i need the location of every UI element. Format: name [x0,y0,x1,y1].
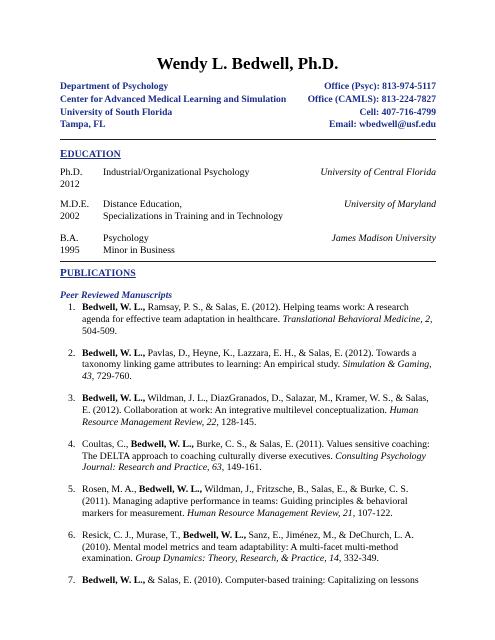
publication-item: 4. Coultas, C., Bedwell, W. L., Burke, C. S., & Salas, E. (2011). Values sensitive coaching: The DELTA approach to coaching culturally diverse executives. Consulting Psychology Journal: Research and Practice, 63, 149-161. [68,438,430,474]
education-heading: EDUCATION [60,148,121,160]
field: Industrial/Organizational Psychology [103,167,250,178]
publications-heading: PUBLICATIONS [60,267,136,279]
contact-right: Office (CAMLS): 813-224-7827 [307,93,436,105]
school: University of Maryland [344,199,436,210]
publication-item: 1. Bedwell, W. L., Ramsay, P. S., & Salas, E. (2012). Helping teams work: A research agenda for effective team adaptation in healthcare. Translational Behavioral Medicine, 2, 504-509. [68,302,433,337]
contact-block [60,81,436,132]
contact-left: University of South Florida [60,106,173,118]
page-title: Wendy L. Bedwell, Ph.D. [156,54,339,73]
school: University of Central Florida [320,167,436,178]
contact-row [60,119,436,132]
field-detail: Minor in Business [103,245,175,256]
publication-item: 2. Bedwell, W. L., Pavlas, D., Heyne, K., Lazzara, E. H., & Salas, E. (2012). Towards a taxonomy linking game attributes to learning: An empirical study. Simulation & Gaming, 43, 729-760. [68,347,432,383]
field-detail: Specializations in Training and in Technology [103,211,284,222]
contact-row [60,81,436,94]
field: Psychology [103,233,149,244]
divider [60,139,436,140]
publication-item: 3. Bedwell, W. L., Wildman, J. L., DiazGranados, D., Salazar, M., Kramer, W. S., & Salas, E. (2012). Collaboration at work: An integrative multilevel conceptualization. Human Resource Management Review, 22, 128-145. [68,393,429,428]
year: 2002 [60,211,80,222]
contact-row [60,94,436,107]
year: 2012 [60,179,80,190]
field: Distance Education, [103,199,182,210]
contact-left: Center for Advanced Medical Learning and Simulation [60,93,287,105]
school: James Madison University [331,233,436,244]
contact-row [60,107,436,120]
publication-item: 7. Bedwell, W. L., & Salas, E. (2010). Computer-based training: Capitalizing on lessons [68,575,419,587]
contact-right: Email: wbedwell@usf.edu [328,119,436,131]
degree: M.D.E. [60,199,90,210]
publication-item: 6. Resick, C. J., Murase, T., Bedwell, W. L., Sanz, E., Jiménez, M., & DeChurch, L. A. (2010). Mental model metrics and team adaptability: A multi-facet multi-method examination. Group Dynamics: Theory, Research, & Practice, 14, 332-349. [68,529,414,565]
publication-list [60,302,436,597]
publication-item: 5. Rosen, M. A., Bedwell, W. L., Wildman, J., Fritzsche, B., Salas, E., & Burke, C. S. (2011). Managing adaptive performance in teams: Guiding principles & behavioral markers for measurement. Human Resource Management Review, 21, 107-122. [68,484,409,519]
contact-right: Cell: 407-716-4799 [359,106,436,118]
year: 1995 [60,245,80,256]
degree: Ph.D. [60,167,83,178]
contact-left: Tampa, FL [60,119,106,131]
peer-reviewed-subheading: Peer Reviewed Manuscripts [60,290,173,301]
contact-right: Office (Psyc): 813-974-5117 [324,81,436,92]
contact-left: Department of Psychology [60,81,169,92]
divider [60,261,436,262]
degree: B.A. [60,233,79,244]
